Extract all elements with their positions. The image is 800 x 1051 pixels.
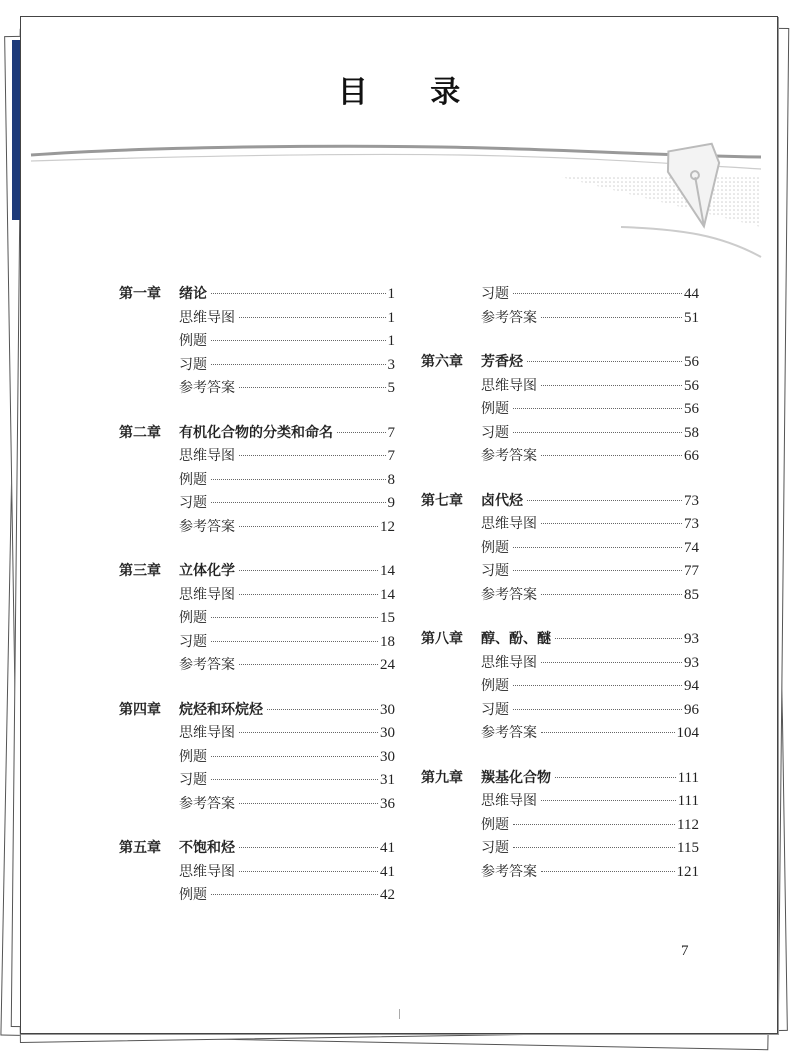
entry-page-number: 104 bbox=[676, 725, 699, 741]
toc-section-entry[interactable] bbox=[421, 513, 699, 537]
dot-leader bbox=[211, 617, 378, 618]
entry-page-number: 111 bbox=[677, 793, 699, 809]
entry-label: 参考答案 bbox=[481, 448, 537, 464]
entry-label: 羰基化合物 bbox=[481, 769, 551, 786]
entry-page-number: 66 bbox=[684, 448, 699, 464]
toc-section-entry[interactable] bbox=[421, 375, 699, 399]
dot-leader bbox=[513, 293, 682, 294]
entry-label: 参考答案 bbox=[179, 795, 235, 812]
entry-page-number: 30 bbox=[380, 725, 395, 741]
toc-section-entry[interactable] bbox=[421, 560, 699, 584]
dot-leader bbox=[555, 638, 682, 639]
dot-leader bbox=[239, 847, 378, 848]
entry-label: 例题 bbox=[179, 887, 207, 903]
chapter-number: 第九章 bbox=[421, 769, 463, 786]
dot-leader bbox=[211, 293, 386, 294]
toc-section-entry[interactable] bbox=[119, 354, 395, 378]
toc-section-entry[interactable] bbox=[421, 398, 699, 422]
toc-section-entry[interactable] bbox=[119, 861, 395, 885]
toc-section-entry[interactable] bbox=[119, 469, 395, 493]
entry-page-number: 56 bbox=[684, 377, 699, 394]
toc-chapter-entry[interactable] bbox=[119, 699, 395, 723]
chapter-number: 第四章 bbox=[119, 701, 161, 718]
dot-leader bbox=[211, 364, 386, 365]
toc-section-entry[interactable] bbox=[421, 283, 699, 307]
entry-page-number: 41 bbox=[380, 863, 395, 880]
dot-leader bbox=[541, 317, 682, 318]
entry-page-number: 14 bbox=[380, 563, 395, 579]
dot-leader bbox=[513, 824, 675, 825]
entry-page-number: 94 bbox=[684, 678, 699, 694]
entry-label: 参考答案 bbox=[179, 518, 235, 535]
entry-label: 习题 bbox=[179, 633, 207, 650]
dot-leader bbox=[513, 685, 682, 686]
toc-section-entry[interactable] bbox=[421, 699, 699, 723]
dot-leader bbox=[541, 732, 675, 733]
dot-leader bbox=[541, 662, 682, 663]
toc-chapter-entry[interactable] bbox=[119, 837, 395, 861]
entry-page-number: 1 bbox=[387, 286, 395, 302]
entry-page-number: 74 bbox=[684, 539, 699, 556]
entry-page-number: 36 bbox=[380, 795, 395, 812]
entry-label: 例题 bbox=[481, 816, 509, 833]
dot-leader bbox=[555, 777, 676, 778]
toc-chapter-entry[interactable] bbox=[421, 490, 699, 514]
dot-leader bbox=[239, 803, 378, 804]
dot-leader bbox=[527, 500, 682, 501]
entry-label: 思维导图 bbox=[179, 309, 235, 326]
dot-leader bbox=[513, 547, 682, 548]
entry-label: 思维导图 bbox=[179, 448, 235, 464]
entry-page-number: 12 bbox=[380, 518, 395, 535]
page-title: 目 录 bbox=[337, 75, 487, 110]
entry-label: 思维导图 bbox=[481, 516, 537, 532]
dot-leader bbox=[267, 709, 378, 710]
toc-section-entry[interactable] bbox=[119, 722, 395, 746]
page-number: 7 bbox=[681, 943, 689, 959]
entry-label: 思维导图 bbox=[179, 586, 235, 603]
entry-label: 有机化合物的分类和命名 bbox=[179, 424, 333, 441]
toc-section-entry[interactable] bbox=[119, 330, 395, 354]
entry-label: 参考答案 bbox=[481, 863, 537, 880]
entry-label: 思维导图 bbox=[481, 377, 537, 394]
toc-chapter-entry[interactable] bbox=[421, 351, 699, 375]
toc-section-entry[interactable] bbox=[421, 445, 699, 469]
toc-chapter-entry[interactable] bbox=[119, 283, 395, 307]
entry-label: 参考答案 bbox=[481, 725, 537, 741]
pen-nib-decoration bbox=[21, 117, 777, 267]
dot-leader bbox=[239, 570, 378, 571]
entry-label: 习题 bbox=[481, 840, 509, 856]
dot-leader bbox=[541, 523, 682, 524]
dot-leader bbox=[211, 641, 378, 642]
entry-page-number: 14 bbox=[380, 586, 395, 603]
entry-label: 参考答案 bbox=[179, 380, 235, 396]
entry-page-number: 1 bbox=[387, 333, 395, 349]
dot-leader bbox=[239, 526, 378, 527]
toc-section-entry[interactable] bbox=[119, 307, 395, 331]
toc-section-entry[interactable] bbox=[119, 377, 395, 401]
dot-leader bbox=[239, 871, 378, 872]
chapter-number: 第六章 bbox=[421, 354, 463, 370]
entry-label: 习题 bbox=[179, 495, 207, 511]
chapter-number: 第二章 bbox=[119, 424, 161, 441]
dot-leader bbox=[541, 385, 682, 386]
entry-page-number: 41 bbox=[380, 840, 395, 856]
toc-section-entry[interactable] bbox=[421, 814, 699, 838]
dot-leader bbox=[239, 387, 386, 388]
chapter-number: 第三章 bbox=[119, 563, 161, 579]
entry-page-number: 56 bbox=[684, 354, 699, 370]
entry-label: 例题 bbox=[481, 401, 509, 417]
toc-page bbox=[20, 16, 778, 1034]
toc-column-right bbox=[421, 283, 699, 884]
toc-chapter-entry[interactable] bbox=[119, 422, 395, 446]
entry-page-number: 93 bbox=[684, 654, 699, 671]
entry-page-number: 3 bbox=[387, 356, 395, 373]
toc-chapter-entry[interactable] bbox=[421, 767, 699, 791]
dot-leader bbox=[239, 317, 386, 318]
entry-label: 思维导图 bbox=[481, 793, 537, 809]
chapter-number: 第一章 bbox=[119, 286, 161, 302]
dot-leader bbox=[239, 732, 378, 733]
toc-section-entry[interactable] bbox=[119, 492, 395, 516]
entry-page-number: 73 bbox=[684, 516, 699, 532]
dot-leader bbox=[541, 594, 682, 595]
entry-label: 例题 bbox=[179, 471, 207, 488]
cover-edge-band bbox=[12, 40, 20, 220]
toc-section-entry[interactable] bbox=[119, 793, 395, 817]
entry-label: 习题 bbox=[179, 772, 207, 788]
entry-page-number: 8 bbox=[387, 471, 395, 488]
toc-chapter-entry[interactable] bbox=[421, 628, 699, 652]
entry-page-number: 9 bbox=[387, 495, 395, 511]
entry-page-number: 5 bbox=[387, 380, 395, 396]
toc-section-entry[interactable] bbox=[119, 516, 395, 540]
toc-section-entry[interactable] bbox=[119, 654, 395, 678]
dot-leader bbox=[211, 479, 386, 480]
entry-page-number: 31 bbox=[380, 772, 395, 788]
toc-column-left bbox=[119, 283, 395, 908]
dot-leader bbox=[541, 800, 676, 801]
entry-label: 参考答案 bbox=[179, 657, 235, 673]
entry-page-number: 93 bbox=[684, 631, 699, 647]
toc-section-entry[interactable] bbox=[421, 307, 699, 331]
dot-leader bbox=[239, 594, 378, 595]
entry-label: 习题 bbox=[481, 424, 509, 441]
toc-section-entry[interactable] bbox=[421, 584, 699, 608]
dot-leader bbox=[513, 432, 682, 433]
entry-page-number: 73 bbox=[684, 492, 699, 509]
entry-page-number: 30 bbox=[380, 748, 395, 765]
entry-label: 卤代烃 bbox=[481, 492, 523, 509]
entry-page-number: 1 bbox=[387, 309, 395, 326]
entry-page-number: 115 bbox=[677, 840, 699, 856]
dot-leader bbox=[239, 455, 386, 456]
entry-label: 思维导图 bbox=[179, 863, 235, 880]
toc-section-entry[interactable] bbox=[119, 746, 395, 770]
entry-page-number: 85 bbox=[684, 586, 699, 603]
dot-leader bbox=[541, 455, 682, 456]
dot-leader bbox=[541, 871, 675, 872]
dot-leader bbox=[211, 756, 378, 757]
entry-label: 例题 bbox=[481, 678, 509, 694]
toc-section-entry[interactable] bbox=[119, 631, 395, 655]
entry-page-number: 44 bbox=[684, 286, 699, 302]
toc-section-entry[interactable] bbox=[421, 790, 699, 814]
entry-label: 参考答案 bbox=[481, 586, 537, 603]
toc-section-entry[interactable] bbox=[119, 584, 395, 608]
entry-page-number: 111 bbox=[677, 769, 699, 786]
toc-section-entry[interactable] bbox=[421, 722, 699, 746]
entry-label: 例题 bbox=[179, 748, 207, 765]
entry-label: 习题 bbox=[481, 286, 509, 302]
toc-section-entry[interactable] bbox=[421, 675, 699, 699]
entry-label: 习题 bbox=[179, 356, 207, 373]
dot-leader bbox=[211, 502, 386, 503]
entry-label: 习题 bbox=[481, 701, 509, 718]
dot-leader bbox=[337, 432, 386, 433]
toc-section-entry[interactable] bbox=[119, 884, 395, 908]
toc-chapter-entry[interactable] bbox=[119, 560, 395, 584]
toc-section-entry[interactable] bbox=[421, 652, 699, 676]
entry-label: 立体化学 bbox=[179, 563, 235, 579]
entry-page-number: 51 bbox=[684, 309, 699, 326]
dot-leader bbox=[513, 570, 682, 571]
entry-label: 例题 bbox=[179, 610, 207, 626]
entry-page-number: 77 bbox=[684, 563, 699, 579]
entry-page-number: 121 bbox=[676, 863, 699, 880]
dot-leader bbox=[211, 779, 378, 780]
entry-page-number: 7 bbox=[387, 448, 395, 464]
entry-page-number: 112 bbox=[677, 816, 699, 833]
toc-section-entry[interactable] bbox=[421, 837, 699, 861]
toc-section-entry[interactable] bbox=[119, 769, 395, 793]
dot-leader bbox=[211, 340, 386, 341]
entry-page-number: 42 bbox=[380, 887, 395, 903]
entry-label: 参考答案 bbox=[481, 309, 537, 326]
entry-page-number: 58 bbox=[684, 424, 699, 441]
entry-page-number: 15 bbox=[380, 610, 395, 626]
toc-section-entry[interactable] bbox=[421, 861, 699, 885]
dot-leader bbox=[513, 408, 682, 409]
entry-label: 不饱和烃 bbox=[179, 840, 235, 856]
entry-page-number: 18 bbox=[380, 633, 395, 650]
dot-leader bbox=[513, 847, 675, 848]
entry-label: 醇、酚、醚 bbox=[481, 631, 551, 647]
toc-section-entry[interactable] bbox=[421, 422, 699, 446]
chapter-number: 第七章 bbox=[421, 492, 463, 509]
dot-leader bbox=[513, 709, 682, 710]
chapter-number: 第八章 bbox=[421, 631, 463, 647]
entry-label: 烷烃和环烷烃 bbox=[179, 701, 263, 718]
gutter-mark bbox=[399, 1009, 400, 1019]
entry-label: 例题 bbox=[481, 539, 509, 556]
toc-section-entry[interactable] bbox=[119, 445, 395, 469]
dot-leader bbox=[211, 894, 378, 895]
entry-label: 绪论 bbox=[179, 286, 207, 302]
entry-page-number: 96 bbox=[684, 701, 699, 718]
entry-page-number: 7 bbox=[387, 424, 395, 441]
toc-section-entry[interactable] bbox=[119, 607, 395, 631]
entry-label: 例题 bbox=[179, 333, 207, 349]
entry-page-number: 30 bbox=[380, 701, 395, 718]
entry-label: 芳香烃 bbox=[481, 354, 523, 370]
entry-label: 习题 bbox=[481, 563, 509, 579]
entry-page-number: 56 bbox=[684, 401, 699, 417]
entry-page-number: 24 bbox=[380, 657, 395, 673]
dot-leader bbox=[239, 664, 378, 665]
entry-label: 思维导图 bbox=[179, 725, 235, 741]
chapter-number: 第五章 bbox=[119, 840, 161, 856]
entry-label: 思维导图 bbox=[481, 654, 537, 671]
toc-section-entry[interactable] bbox=[421, 537, 699, 561]
dot-leader bbox=[527, 361, 682, 362]
